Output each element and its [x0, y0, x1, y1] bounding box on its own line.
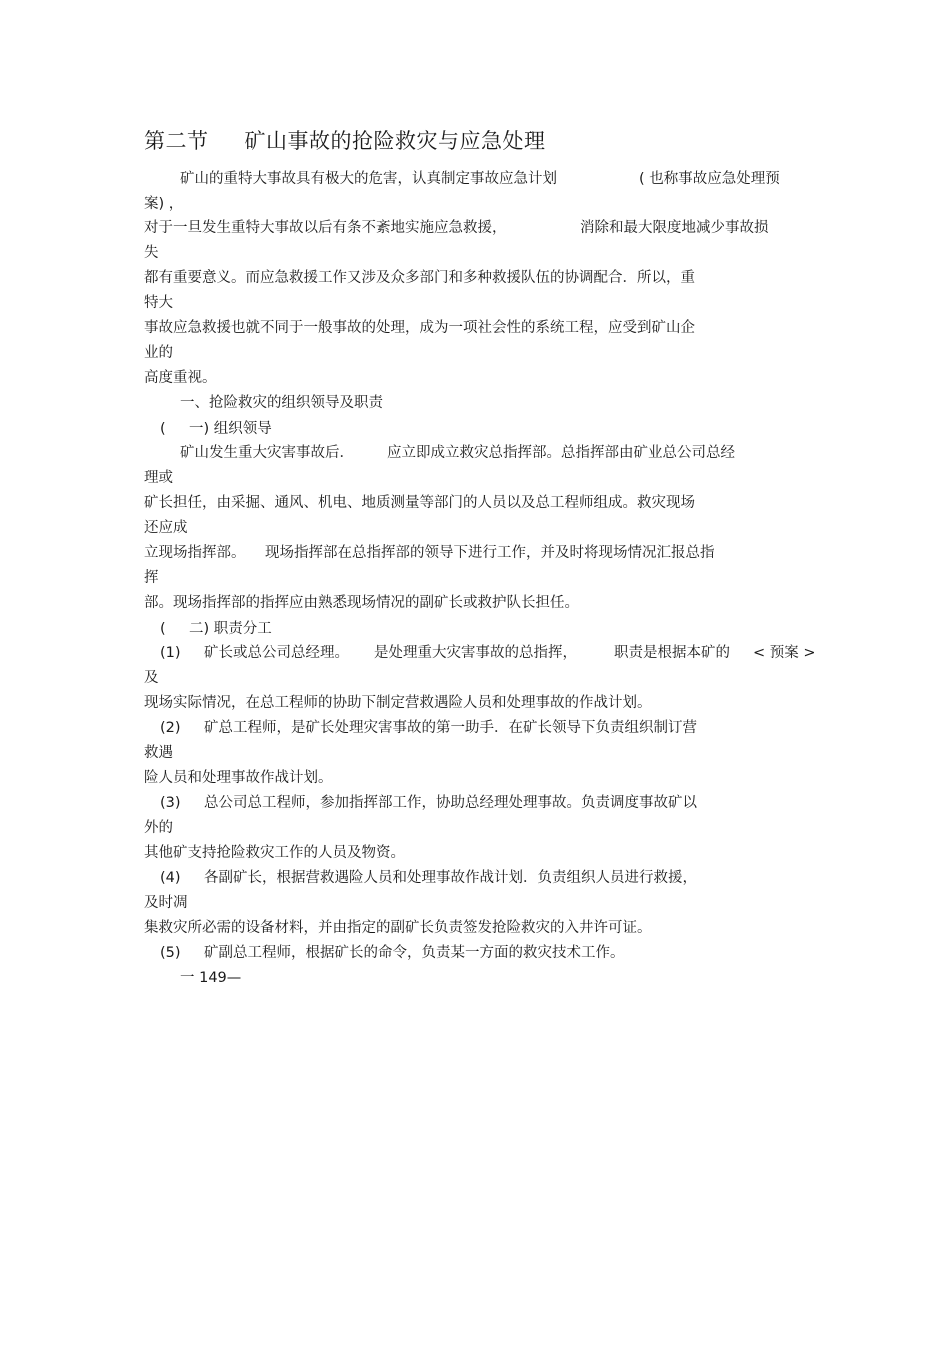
- text-line: 矿副总工程师，根据矿长的命令，负责某一方面的救灾技术工作。: [204, 945, 625, 961]
- text-line: 及: [144, 670, 159, 686]
- text-line: 消除和最大限度地减少事故损: [580, 220, 769, 236]
- list-number: (3): [160, 795, 181, 811]
- text-line: 矿总工程师，是矿长处理灾害事故的第一助手．在矿长领导下负责组织制订营: [204, 720, 697, 736]
- text-line: 特大: [144, 295, 173, 311]
- text-line: 理或: [144, 470, 173, 486]
- text-line: 险人员和处理事故作战计划。: [144, 770, 333, 786]
- page-number: 一 149—: [180, 970, 242, 986]
- text-line: 挥: [144, 570, 159, 586]
- text-line: 还应成: [144, 520, 188, 536]
- text-line: 是处理重大灾害事故的总指挥，: [374, 645, 577, 661]
- subsection-heading: 一、抢险救灾的组织领导及职责: [180, 395, 383, 411]
- text-line: 各副矿长，根据营救遇险人员和处理事故作战计划．负责组织人员进行救援，: [204, 870, 697, 886]
- list-number: (4): [160, 870, 181, 886]
- text-line: 及时凋: [144, 895, 188, 911]
- list-number: (5): [160, 945, 181, 961]
- text-line: 业的: [144, 345, 173, 361]
- text-line: ( 也称事故应急处理预: [639, 171, 780, 187]
- text-line: 立现场指挥部。: [144, 545, 246, 561]
- text-line: 总公司总工程师，参加指挥部工作，协助总经理处理事故。负责调度事故矿以: [204, 795, 697, 811]
- text-line: 其他矿支持抢险救灾工作的人员及物资。: [144, 845, 405, 861]
- text-line: 失: [144, 245, 159, 261]
- text-line: 事故应急救援也就不同于一般事故的处理，成为一项社会性的系统工程，应受到矿山企: [144, 320, 695, 336]
- subheading: 二) 职责分工: [189, 621, 272, 637]
- section-title: [144, 126, 546, 156]
- text-line: 矿山的重特大事故具有极大的危害，认真制定事故应急计划: [180, 171, 557, 187]
- text-line: (: [160, 421, 166, 437]
- text-line: 都有重要意义。而应急救援工作又涉及众多部门和多种救援队伍的协调配合．所以，重: [144, 270, 695, 286]
- text-line: < 预案 >: [753, 645, 816, 661]
- text-line: 现场指挥部在总指挥部的领导下进行工作，并及时将现场情况汇报总指: [265, 545, 715, 561]
- text-line: 职责是根据本矿的: [614, 645, 730, 661]
- text-line: (: [160, 621, 166, 637]
- text-line: 部。现场指挥部的指挥应由熟悉现场情况的副矿长或救护队长担任。: [144, 595, 579, 611]
- list-number: (1): [160, 645, 181, 661]
- text-line: 对于一旦发生重特大事故以后有条不紊地实施应急救援，: [144, 220, 507, 236]
- text-line: 高度重视。: [144, 370, 217, 386]
- text-line: 矿长担任，由采掘、通风、机电、地质测量等部门的人员以及总工程师组成。救灾现场: [144, 495, 695, 511]
- text-line: 案) ，: [144, 196, 184, 212]
- section-heading: 矿山事故的抢险救灾与应急处理: [244, 129, 546, 153]
- text-line: 现场实际情况，在总工程师的协助下制定营救遇险人员和处理事故的作战计划。: [144, 695, 652, 711]
- section-number: 第二节: [144, 129, 209, 153]
- text-line: 集救灾所必需的设备材料，并由指定的副矿长负责签发抢险救灾的入井许可证。: [144, 920, 652, 936]
- text-line: 应立即成立救灾总指挥部。总指挥部由矿业总公司总经: [387, 445, 735, 461]
- subheading: 一) 组织领导: [189, 421, 272, 437]
- text-line: 矿山发生重大灾害事故后．: [180, 445, 354, 461]
- list-number: (2): [160, 720, 181, 736]
- text-line: 外的: [144, 820, 173, 836]
- text-line: 救遇: [144, 745, 173, 761]
- text-line: 矿长或总公司总经理。: [204, 645, 349, 661]
